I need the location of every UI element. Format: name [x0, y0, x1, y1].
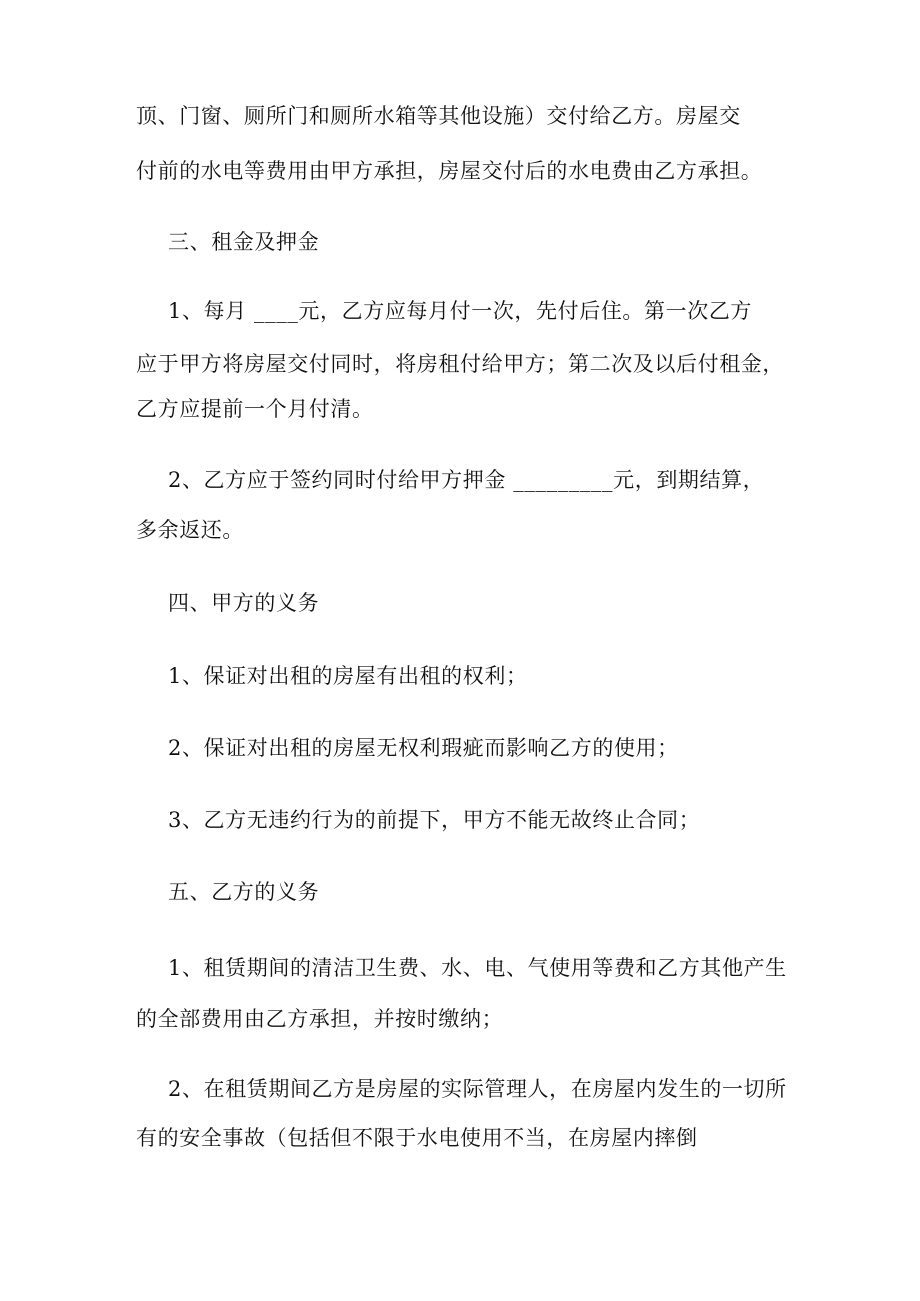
paragraph-line: 有的安全事故（包括但不限于水电使用不当，在房屋内摔倒: [136, 1126, 698, 1150]
paragraph-line: 乙方应提前一个月付清。: [136, 397, 374, 421]
paragraph-line: 1、保证对出租的房屋有出租的权利；: [168, 664, 528, 688]
paragraph-line: 1、租赁期间的清洁卫生费、水、电、气使用等费和乙方其他产生: [168, 956, 787, 980]
section-heading: 五、乙方的义务: [168, 880, 320, 904]
paragraph-line: 的全部费用由乙方承担，并按时缴纳；: [136, 1007, 504, 1031]
paragraph-line: 顶、门窗、厕所门和厕所水箱等其他设施）交付给乙方。房屋交: [136, 104, 741, 128]
paragraph-line: 多余返还。: [136, 518, 244, 542]
paragraph-line: 2、在租赁期间乙方是房屋的实际管理人，在房屋内发生的一切所: [168, 1077, 787, 1101]
paragraph-line: 2、乙方应于签约同时付给甲方押金 _________元，到期结算，: [168, 468, 765, 492]
section-heading: 三、租金及押金: [168, 230, 320, 254]
paragraph-line: 付前的水电等费用由甲方承担，房屋交付后的水电费由乙方承担。: [136, 159, 763, 183]
section-heading: 四、甲方的义务: [168, 591, 320, 615]
paragraph-line: 2、保证对出租的房屋无权利瑕疵而影响乙方的使用；: [168, 736, 679, 760]
paragraph-line: 应于甲方将房屋交付同时，将房租付给甲方；第二次及以后付租金，: [136, 352, 784, 376]
paragraph-line: 3、乙方无违约行为的前提下，甲方不能无故终止合同；: [168, 808, 701, 832]
paragraph-line: 1、每月 ____元，乙方应每月付一次，先付后住。第一次乙方: [168, 299, 753, 323]
